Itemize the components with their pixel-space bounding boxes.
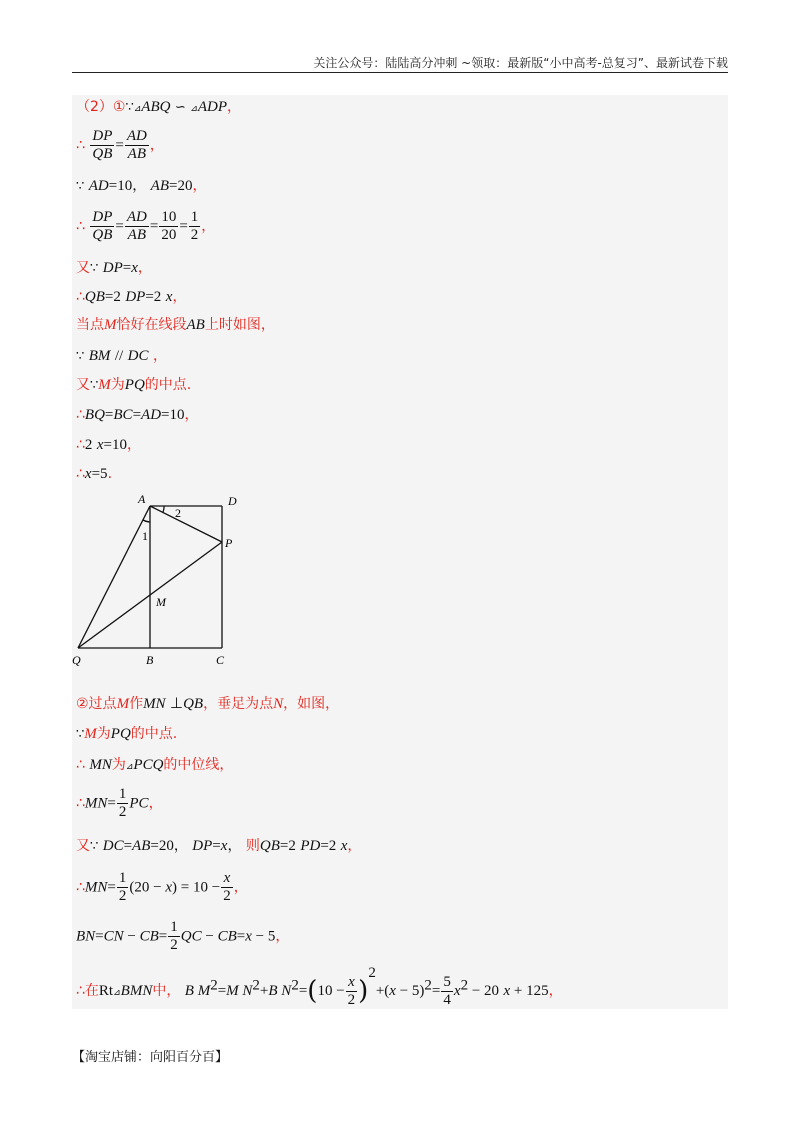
geometry-figure xyxy=(70,490,260,675)
solution-line-1: （2）①∵⊿ABQ ∽ ⊿ADP， xyxy=(76,99,241,115)
solution-line-8: ∵ BM // DC ， xyxy=(76,348,167,364)
label-Q: Q xyxy=(72,653,81,667)
segment-AQ xyxy=(78,506,150,648)
solution-line-12: ∴x=5. xyxy=(76,466,113,482)
header-divider xyxy=(72,72,728,73)
page-header: 关注公众号：陆陆高分冲刺 ~领取：最新版“小中高考-总复习”、最新试卷下载 xyxy=(313,56,728,70)
solution-line-10: ∴BQ=BC=AD=10， xyxy=(76,407,199,423)
label-P: P xyxy=(225,536,233,550)
solution-line-6: ∴QB=2 DP=2 x， xyxy=(76,289,187,305)
solution-line-9: 又∵M为PQ的中点. xyxy=(76,377,192,393)
label-B: B xyxy=(146,653,154,667)
solution-line-18: ∴MN= $\frac{1}{2}$ (20 − x) = 10 − $\frac{x}{2}$ ， xyxy=(76,870,248,904)
solution-line-13: ②过点M作MN ⊥QB，垂足为点N，如图， xyxy=(76,696,340,712)
label-angle-1: 1 xyxy=(142,529,148,543)
solution-line-19: BN=CN − CB= $\frac{1}{2}$ QC − CB=x − 5， xyxy=(76,919,290,953)
label-A: A xyxy=(138,492,146,506)
angle-1-arc xyxy=(143,520,150,522)
solution-line-14: ∵M为PQ的中点. xyxy=(76,726,178,742)
solution-line-16: ∴MN= $\frac{1}{2}$ PC， xyxy=(76,786,163,820)
label-C: C xyxy=(216,653,225,667)
solution-line-3: ∵ AD=10， AB=20， xyxy=(76,178,207,194)
label-M: M xyxy=(156,595,166,609)
solution-line-4: ∴ $\frac{DP}{QB}$ = $\frac{AD}{AB}$ = $\frac{10}{20}$ = $\frac{1}{2}$ ， xyxy=(76,209,216,243)
angle-2-arc xyxy=(163,506,164,512)
segment-AP xyxy=(150,506,222,542)
solution-line-7: 当点M恰好在线段AB上时如图， xyxy=(76,317,275,333)
solution-line-17: 又∵ DC=AB=20， DP=x， 则QB=2 PD=2 x， xyxy=(76,838,362,854)
label-D: D xyxy=(228,494,237,508)
solution-line-11: ∴2 x=10， xyxy=(76,437,142,453)
page-footer: 【淘宝店铺：向阳百分百】 xyxy=(72,1050,229,1065)
solution-line-2: ∴ $\frac{DP}{QB}$ = $\frac{AD}{AB}$ ， xyxy=(76,128,164,162)
solution-line-5: 又∵ DP=x， xyxy=(76,260,152,276)
label-angle-2: 2 xyxy=(175,506,181,520)
solution-line-20: ∴在Rt⊿BMN中， B $M^2=M$ $N^2+B$ $N^2=(10$ − $\frac{x}{2}$ )$^2+(x - 5)^2=$ $\frac{5}{4}$ $x^2 - 20$ x + 125， xyxy=(76,965,563,1008)
solution-line-15: ∴ MN为⊿PCQ的中位线， xyxy=(76,757,234,773)
